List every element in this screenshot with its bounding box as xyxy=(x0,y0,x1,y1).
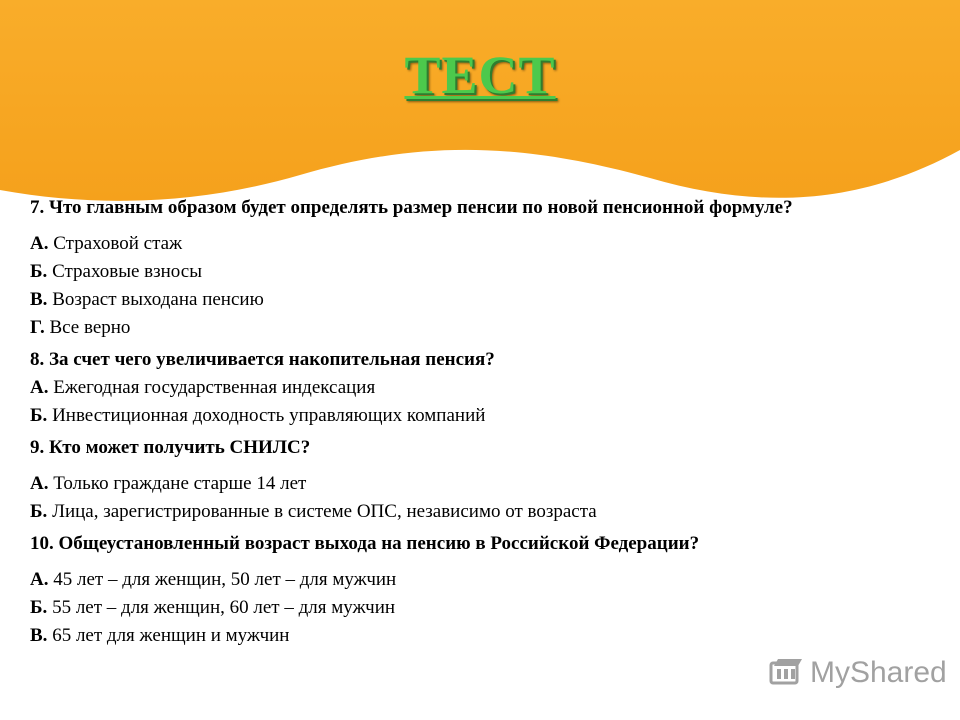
question-text: 10. Общеустановленный возраст выхода на пенсию в Российской Федерации? xyxy=(30,533,700,554)
answer-item xyxy=(30,286,930,314)
answer-item xyxy=(30,402,930,430)
answer-text: 65 лет для женщин и мужчин xyxy=(47,625,290,646)
mortarboard-icon xyxy=(768,657,804,689)
question-block xyxy=(30,530,930,650)
answer-letter: А. xyxy=(30,569,49,590)
answer-text: Все верно xyxy=(44,317,131,338)
answer-text: 45 лет – для женщин, 50 лет – для мужчин xyxy=(48,569,397,590)
answer-text: Лица, зарегистрированные в системе ОПС, независимо от возраста xyxy=(47,501,597,522)
answer-item xyxy=(30,314,930,342)
answer-item xyxy=(30,258,930,286)
answer-letter: Б. xyxy=(30,501,48,522)
answer-letter: В. xyxy=(30,625,48,646)
answer-letter: В. xyxy=(30,289,48,310)
watermark-text: MyShared xyxy=(810,656,947,689)
answer-text: Только граждане старше 14 лет xyxy=(48,473,307,494)
answer-item xyxy=(30,374,930,402)
answer-letter: Б. xyxy=(30,261,48,282)
watermark-logo xyxy=(768,655,947,691)
answer-text: Страховые взносы xyxy=(47,261,202,282)
questions-list xyxy=(30,194,930,650)
slide-title: ТЕСТ xyxy=(404,45,556,105)
answer-item xyxy=(30,566,930,594)
answer-text: 55 лет – для женщин, 60 лет – для мужчин xyxy=(47,597,396,618)
answer-letter: А. xyxy=(30,377,49,398)
answer-text: Возраст выходана пенсию xyxy=(47,289,264,310)
answer-item xyxy=(30,498,930,526)
question-block xyxy=(30,346,930,430)
answer-item xyxy=(30,230,930,258)
answer-letter: Б. xyxy=(30,405,48,426)
question-block xyxy=(30,434,930,526)
answer-letter: Г. xyxy=(30,317,45,338)
answer-letter: А. xyxy=(30,233,49,254)
question-block xyxy=(30,194,930,342)
answer-text: Инвестиционная доходность управляющих компаний xyxy=(47,405,486,426)
answer-letter: Б. xyxy=(30,597,48,618)
answer-text: Ежегодная государственная индексация xyxy=(48,377,376,398)
answer-text: Страховой стаж xyxy=(48,233,183,254)
answer-item xyxy=(30,594,930,622)
question-text: 7. Что главным образом будет определять размер пенсии по новой пенсионной формуле? xyxy=(30,197,793,218)
answer-letter: А. xyxy=(30,473,49,494)
question-text: 9. Кто может получить СНИЛС? xyxy=(30,437,311,458)
answer-item xyxy=(30,622,930,650)
answer-item xyxy=(30,470,930,498)
question-text: 8. За счет чего увеличивается накопительная пенсия? xyxy=(30,349,495,370)
